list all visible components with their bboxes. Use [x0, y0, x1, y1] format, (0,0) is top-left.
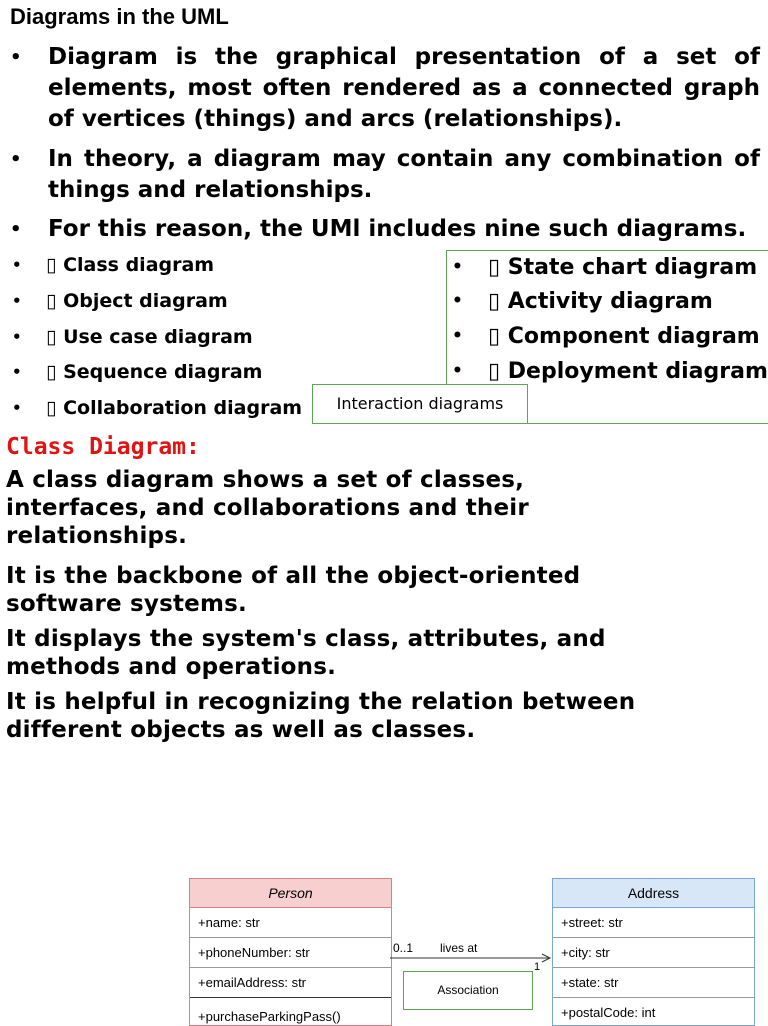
relation-label: lives at — [440, 941, 478, 955]
address-class-box — [552, 878, 755, 1026]
list-item-left — [12, 361, 262, 383]
class-attribute: +state: str — [553, 968, 754, 998]
list-item-label: ▯ Deployment diagram — [488, 359, 768, 384]
class-attribute: +phoneNumber: str — [190, 938, 391, 968]
class-attribute: +postalCode: int — [553, 998, 754, 1026]
paragraph: It displays the system's class, attributes, and methods and operations. — [6, 626, 606, 680]
section-heading: Class Diagram: — [6, 434, 200, 460]
list-item-left — [12, 290, 228, 312]
list-item-left — [12, 254, 214, 276]
class-attribute: +street: str — [553, 908, 754, 938]
list-item-label: ▯ Activity diagram — [488, 289, 713, 314]
class-method: +purchaseParkingPass() — [198, 1009, 341, 1024]
list-item-label: ▯ State chart diagram — [488, 255, 758, 280]
list-item-label: ▯ Class diagram — [46, 254, 215, 276]
bullet-dot: • — [452, 257, 463, 277]
list-item-right — [452, 324, 760, 349]
bullet-dot: • — [10, 219, 22, 240]
class-attribute: +name: str — [190, 908, 391, 938]
list-item-left — [12, 326, 253, 348]
bullet-dot: • — [452, 291, 463, 311]
list-item-left — [12, 397, 302, 419]
bullet-text: Diagram is the graphical presentation of a set of elements, most often rendered as a connected graph of vertices (things) and arcs (relationships). — [48, 44, 760, 132]
bullet-1 — [0, 42, 768, 134]
multiplicity-right: 1 — [534, 961, 541, 973]
address-class-name: Address — [553, 879, 754, 908]
multiplicity-left: 0..1 — [393, 941, 414, 955]
association-label: Association — [403, 971, 533, 1010]
class-attribute: +emailAddress: str — [190, 968, 391, 998]
bullet-2 — [0, 144, 768, 206]
paragraph: It is helpful in recognizing the relation between different objects as well as classes. — [6, 689, 636, 743]
bullet-dot: • — [10, 47, 22, 68]
list-item-right — [452, 255, 757, 280]
list-item-label: ▯ Component diagram — [488, 324, 760, 349]
list-item-label: ▯ Use case diagram — [46, 326, 253, 348]
paragraph: A class diagram shows a set of classes, interfaces, and collaborations and their relationships. — [6, 467, 529, 549]
bullet-dot: • — [12, 363, 22, 381]
person-class-box — [189, 878, 392, 1026]
bullet-text: For this reason, the UMl includes nine such diagrams. — [48, 216, 747, 242]
page-title: Diagrams in the UML — [10, 4, 229, 29]
person-class-name: Person — [190, 879, 391, 908]
bullet-dot: • — [12, 399, 22, 417]
list-item-label: ▯ Collaboration diagram — [46, 397, 303, 419]
paragraph: It is the backbone of all the object-oriented software systems. — [6, 563, 581, 617]
list-item-right — [452, 359, 768, 384]
bullet-3 — [0, 214, 768, 245]
bullet-dot: • — [12, 292, 22, 310]
bullet-dot: • — [452, 326, 463, 346]
bullet-dot: • — [12, 256, 22, 274]
list-item-label: ▯ Sequence diagram — [46, 361, 263, 383]
class-attribute: +city: str — [553, 938, 754, 968]
list-item-right — [452, 289, 713, 314]
interaction-diagrams-label: Interaction diagrams — [312, 384, 528, 424]
bullet-dot: • — [10, 149, 22, 170]
bullet-text: In theory, a diagram may contain any combination of things and relationships. — [48, 146, 760, 203]
list-item-label: ▯ Object diagram — [46, 290, 228, 312]
bullet-dot: • — [452, 361, 463, 381]
bullet-dot: • — [12, 328, 22, 346]
